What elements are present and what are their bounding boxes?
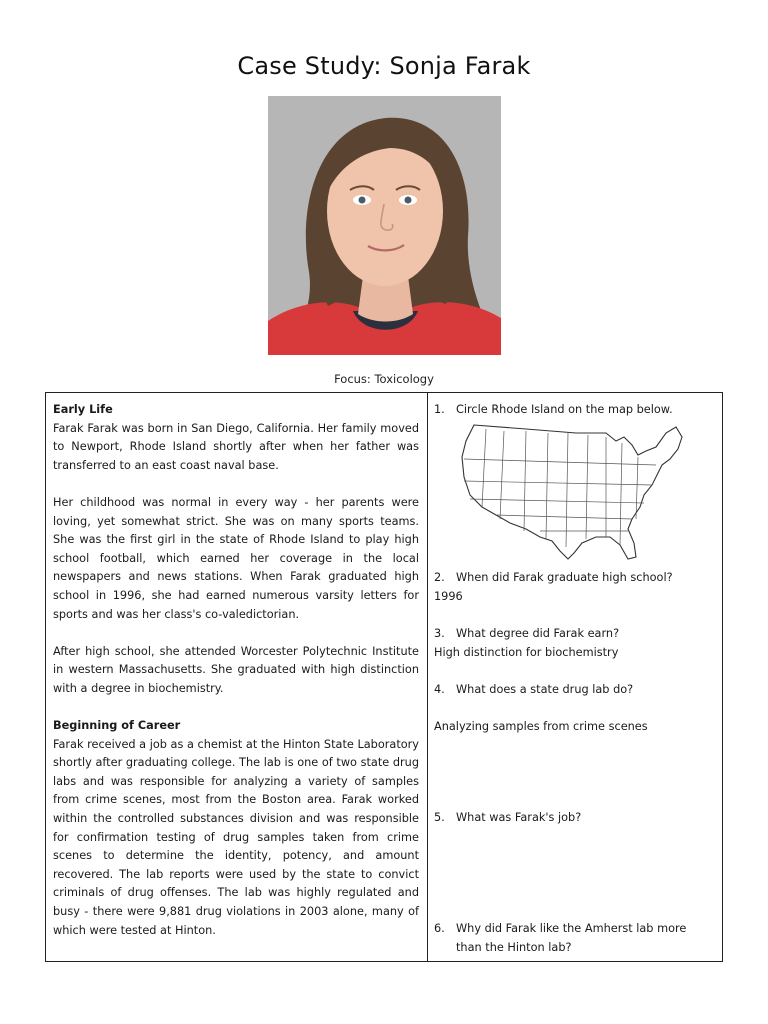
career-paragraph: Farak received a job as a chemist at the Hinton State Laboratory shortly after graduating college. The lab is one of two state drug labs and was responsible for analyzing a variety of samples from crime scenes, most from the Boston area. Farak worked within the controlled substances division and was responsible for confirmation testing of drug samples taken from crime scenes to determine the identity, potency, and amount recovered. The lab reports were used by the state to convict criminals of drug offenses. The lab was highly regulated and busy - there were 9,881 drug violations in 2003 alone, many of which were tested at Hinton. (53, 737, 419, 937)
question-text: What was Farak's job? (456, 811, 582, 824)
question-number: 6. (434, 922, 445, 935)
question-3 (434, 625, 712, 644)
questions-column (428, 393, 722, 961)
answer-3: High distinction for biochemistry (434, 646, 619, 659)
question-number: 5. (434, 811, 445, 824)
page-title: Case Study: Sonja Farak (237, 52, 531, 80)
question-text: When did Farak graduate high school? (456, 571, 673, 584)
portrait-photo (268, 96, 501, 355)
question-number: 4. (434, 683, 445, 696)
focus-caption: Focus: Toxicology (334, 372, 434, 386)
question-text: Circle Rhode Island on the map below. (456, 403, 673, 416)
early-life-paragraph-2: Her childhood was normal in every way - her parents were loving, yet somewhat strict. She was on many sports teams. She was the first girl in the state of Rhode Island to play high school football, which earned her coverage in the local newspapers and news stations. When Farak graduated high school in 1996, she had earned numerous varsity letters for sports and was her class's co-valedictorian. (53, 495, 419, 621)
question-2 (434, 569, 712, 588)
reading-column (46, 393, 428, 961)
answer-4: Analyzing samples from crime scenes (434, 720, 648, 733)
worksheet-table (45, 392, 723, 962)
question-text: What does a state drug lab do? (456, 683, 634, 696)
question-1 (434, 401, 712, 420)
question-number: 2. (434, 571, 445, 584)
question-5 (434, 809, 712, 828)
question-6 (434, 920, 712, 957)
question-text: Why did Farak like the Amherst lab more than the Hinton lab? (456, 922, 687, 954)
question-number: 1. (434, 403, 445, 416)
early-life-paragraph-3: After high school, she attended Worcester Polytechnic Institute in western Massachusetts. She graduated with high distinction with a degree in biochemistry. (53, 644, 419, 695)
early-life-heading: Early Life (53, 403, 113, 416)
portrait-photo-icon (268, 96, 501, 355)
career-heading: Beginning of Career (53, 719, 181, 733)
question-number: 3. (434, 627, 445, 640)
answer-2: 1996 (434, 590, 463, 603)
us-map-icon (456, 419, 686, 567)
question-4 (434, 681, 712, 700)
early-life-paragraph-1: Farak Farak was born in San Diego, California. Her family moved to Newport, Rhode Island shortly after when her father was transferred to an east coast naval base. (53, 421, 419, 472)
question-text: What degree did Farak earn? (456, 627, 620, 640)
